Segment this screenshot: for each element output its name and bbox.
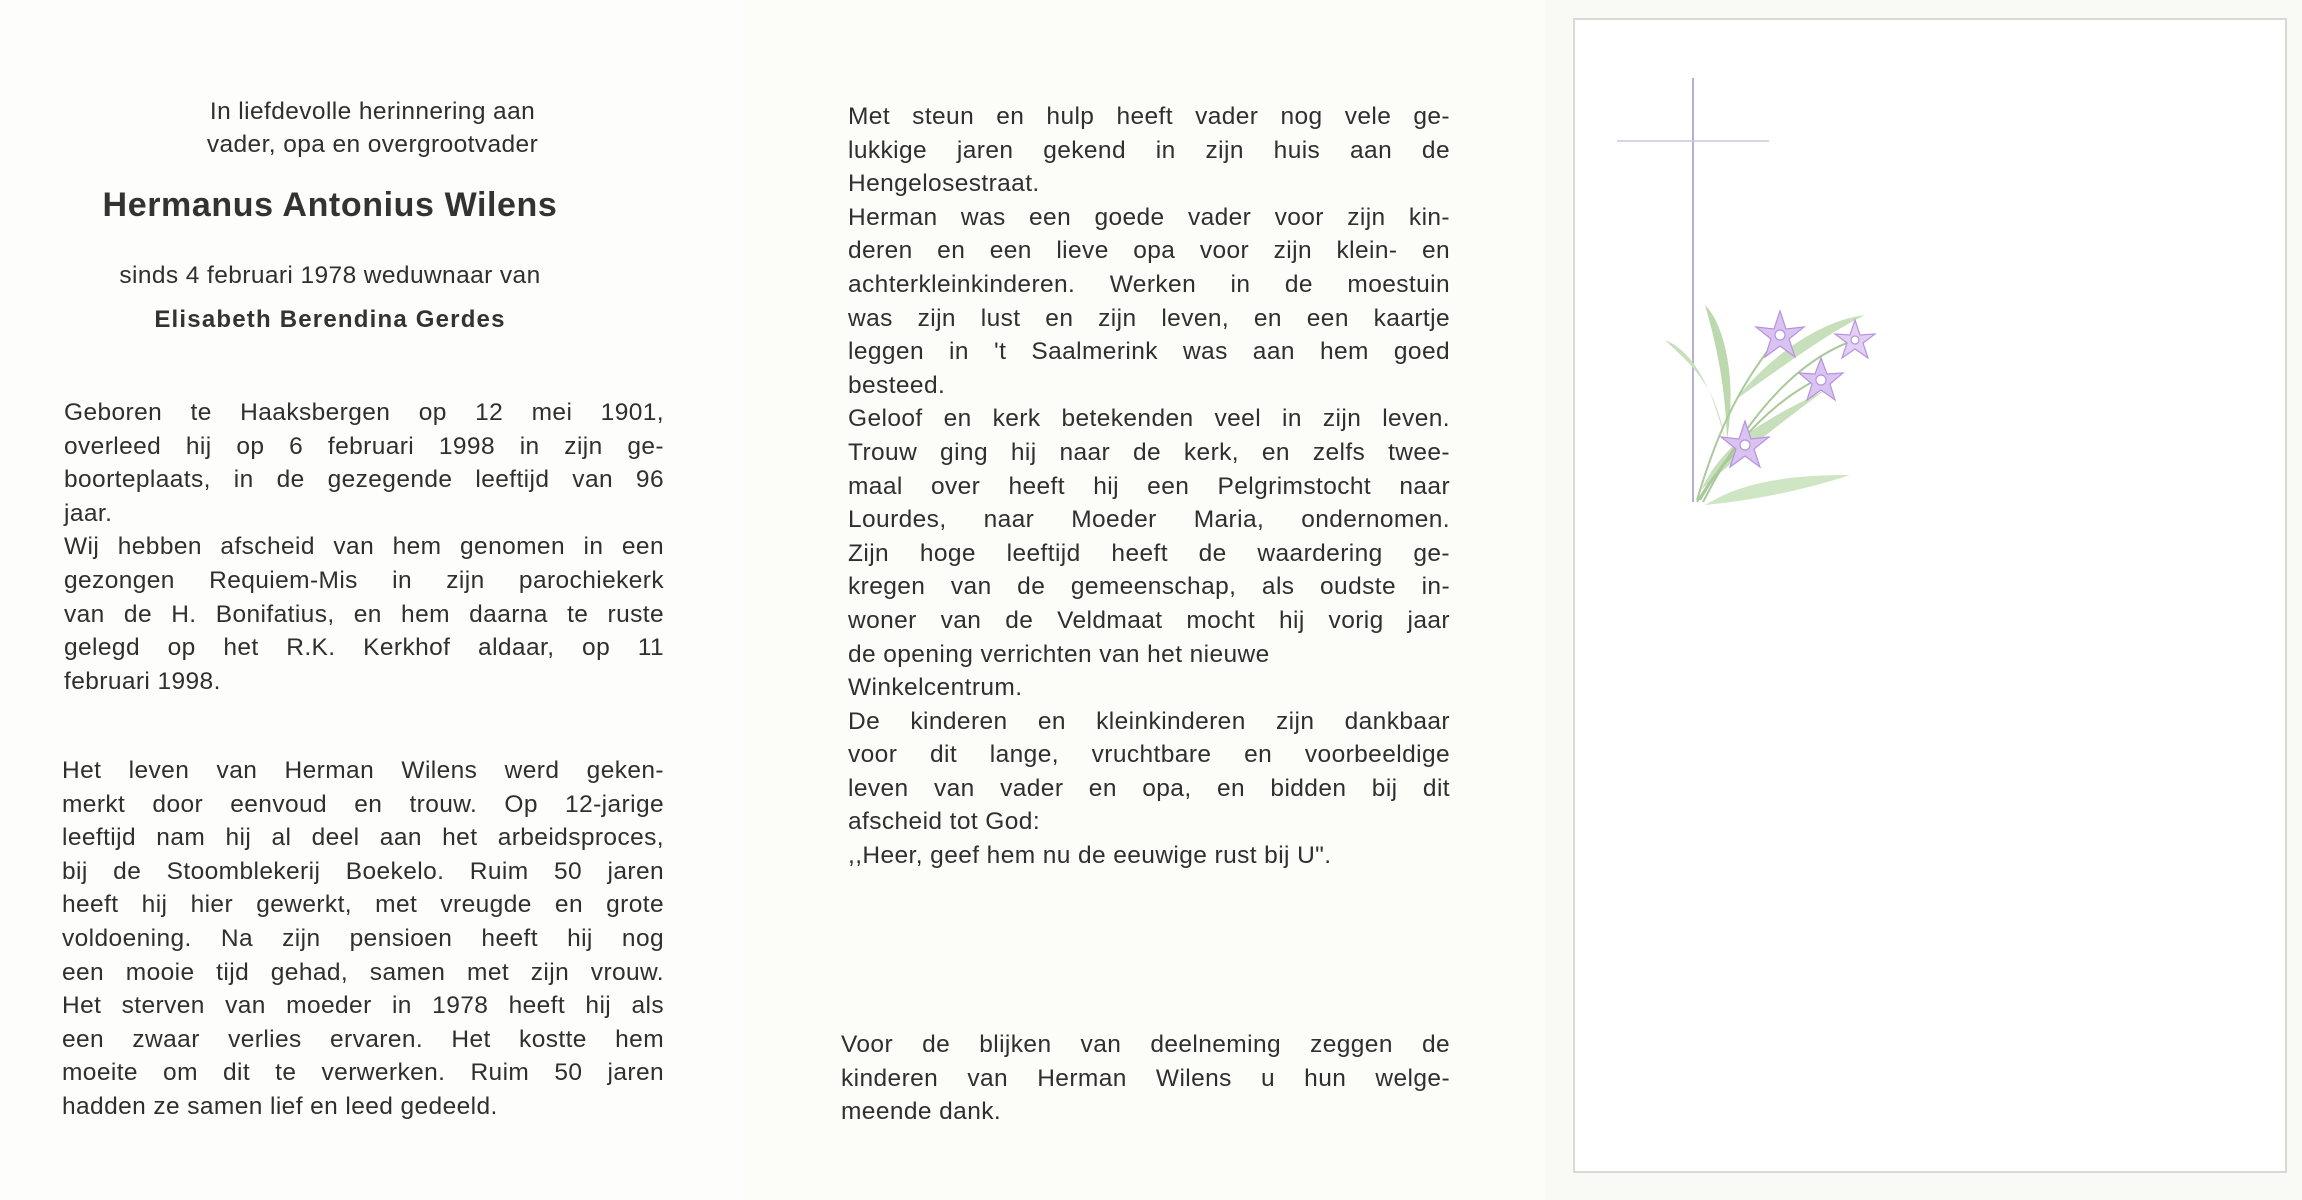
text-line: de opening verrichten van het nieuwe bbox=[848, 640, 1270, 668]
text-line: jaar. bbox=[64, 499, 113, 527]
text-line: leven van vader en opa, en bidden bij dit bbox=[848, 774, 1450, 802]
text-line: voldoening. Na zijn pensioen heeft hij nog bbox=[62, 924, 664, 952]
biography-paragraph-1 bbox=[64, 396, 664, 698]
text-line: Hengelosestraat. bbox=[848, 170, 1040, 198]
text-line: kregen van de gemeenschap, als oudste in- bbox=[848, 573, 1450, 601]
text-line: meende dank. bbox=[841, 1098, 1002, 1126]
spouse-name: Elisabeth Berendina Gerdes bbox=[154, 306, 506, 333]
thanks-paragraph bbox=[841, 1028, 1450, 1129]
text-line: Trouw ging hij naar de kerk, en zelfs twee- bbox=[848, 438, 1450, 466]
text-line: merkt door eenvoud en trouw. Op 12-jarige bbox=[62, 790, 664, 818]
text-line: Voor de blijken van deelneming zeggen de bbox=[841, 1031, 1450, 1058]
text-line: lukkige jaren gekend in zijn huis aan de bbox=[848, 136, 1450, 164]
text-line: woner van de Veldmaat mocht hij vorig jaar bbox=[848, 606, 1450, 634]
text-line: voor dit lange, vruchtbare en voorbeeldige bbox=[848, 741, 1450, 769]
text-line: Geboren te Haaksbergen op 12 mei 1901, bbox=[64, 399, 664, 426]
biography-paragraph-2 bbox=[62, 754, 664, 1124]
text-line: boorteplaats, in de gezegende leeftijd van 96 bbox=[64, 466, 664, 494]
text-line: overleed hij op 6 februari 1998 in zijn ge- bbox=[64, 432, 664, 460]
text-line: gezongen Requiem-Mis in zijn parochiekerk bbox=[64, 566, 664, 594]
text-line: deren en een lieve opa voor zijn klein- en bbox=[848, 237, 1450, 265]
text-line: een mooie tijd gehad, samen met zijn vrouw. bbox=[62, 958, 664, 986]
text-line: februari 1998. bbox=[64, 667, 221, 695]
text-line: een zwaar verlies ervaren. Het kostte hem bbox=[62, 1025, 664, 1053]
card-illustration bbox=[1575, 20, 2289, 1175]
text-line: kinderen van Herman Wilens u hun welge- bbox=[841, 1064, 1450, 1092]
text-line: afscheid tot God: bbox=[848, 808, 1041, 836]
intro-line-2: vader, opa en overgrootvader bbox=[206, 131, 539, 158]
text-line: Lourdes, naar Moeder Maria, ondernomen. bbox=[848, 506, 1450, 534]
text-line: Herman was een goede vader voor zijn kin- bbox=[848, 203, 1450, 231]
text-line: moeite om dit te verwerken. Ruim 50 jaren bbox=[62, 1059, 664, 1087]
text-line: ,,Heer, geef hem nu de eeuwige rust bij U". bbox=[848, 842, 1332, 870]
biography-paragraph-3 bbox=[848, 100, 1450, 873]
text-line: leeftijd nam hij al deel aan het arbeidsproces, bbox=[62, 824, 664, 852]
text-line: besteed. bbox=[848, 371, 946, 399]
text-line: Zijn hoge leeftijd heeft de waardering ge- bbox=[848, 539, 1450, 567]
widower-line: sinds 4 februari 1978 weduwnaar van bbox=[119, 262, 541, 289]
text-line: gelegd op het R.K. Kerkhof aldaar, op 11 bbox=[64, 634, 664, 662]
text-line: Winkelcentrum. bbox=[848, 674, 1023, 702]
left-panel bbox=[0, 0, 745, 1200]
deceased-name: Hermanus Antonius Wilens bbox=[102, 186, 558, 224]
text-line: bij de Stoomblekerij Boekelo. Ruim 50 jaren bbox=[62, 857, 664, 885]
text-line: maal over heeft hij een Pelgrimstocht naar bbox=[848, 472, 1450, 500]
text-line: Geloof en kerk betekenden veel in zijn leven. bbox=[848, 405, 1450, 433]
card-front bbox=[1573, 18, 2287, 1173]
text-line: Het leven van Herman Wilens werd geken- bbox=[62, 757, 664, 784]
text-line: Met steun en hulp heeft vader nog vele ge- bbox=[848, 103, 1450, 130]
middle-panel bbox=[745, 0, 1545, 1200]
text-line: leggen in 't Saalmerink was aan hem goed bbox=[848, 338, 1450, 366]
text-line: heeft hij hier gewerkt, met vreugde en grote bbox=[62, 891, 664, 919]
flower-bouquet-icon bbox=[1665, 305, 1875, 505]
text-line: van de H. Bonifatius, en hem daarna te ruste bbox=[64, 600, 664, 628]
intro-line-1: In liefdevolle herinnering aan bbox=[209, 98, 536, 125]
text-line: Het sterven van moeder in 1978 heeft hij als bbox=[62, 992, 664, 1020]
text-line: Wij hebben afscheid van hem genomen in een bbox=[64, 533, 664, 561]
text-line: De kinderen en kleinkinderen zijn dankbaar bbox=[848, 707, 1450, 735]
text-line: was zijn lust en zijn leven, en een kaartje bbox=[848, 304, 1450, 332]
text-line: achterkleinkinderen. Werken in de moestuin bbox=[848, 270, 1450, 298]
text-line: hadden ze samen lief en leed gedeeld. bbox=[62, 1092, 498, 1120]
